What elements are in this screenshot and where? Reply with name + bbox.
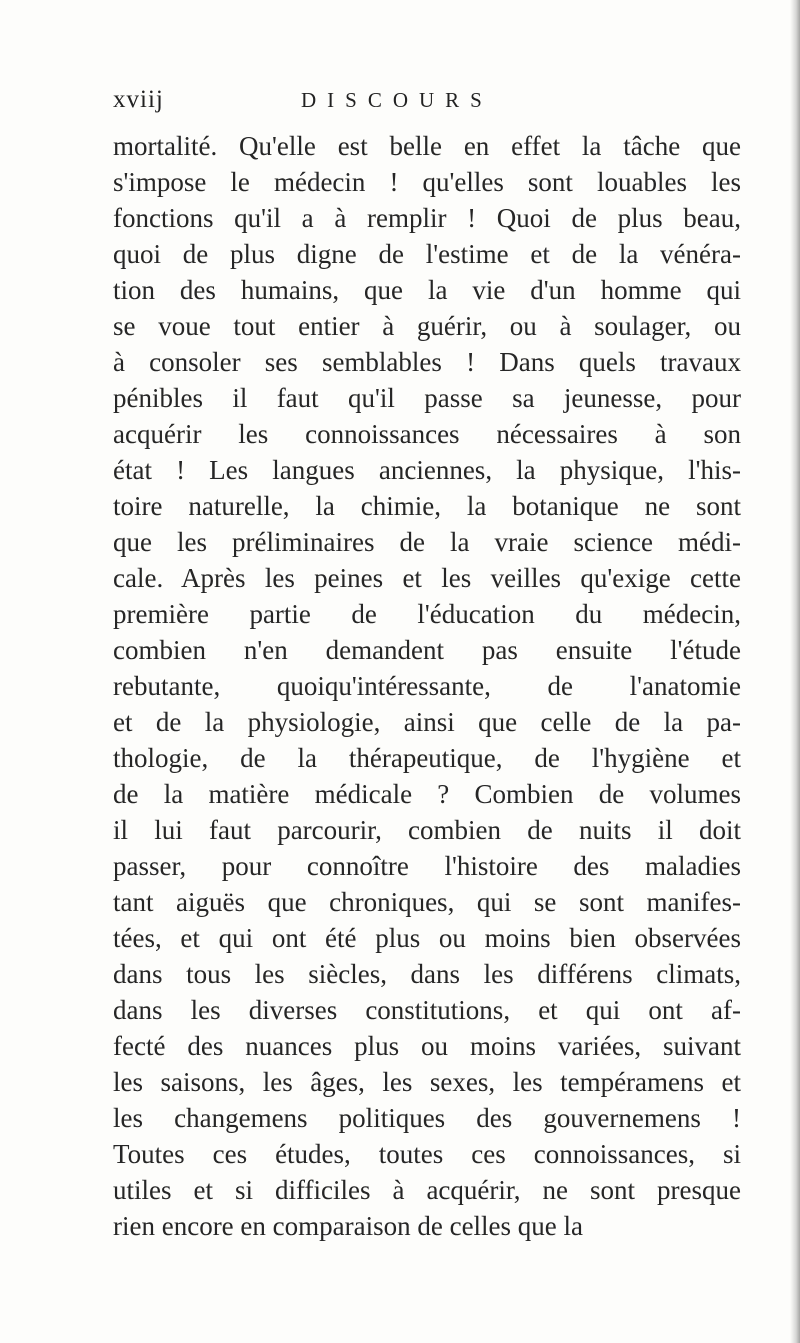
- text-line: les saisons, les âges, les sexes, les tempéramens et: [113, 1067, 741, 1097]
- text-line: rien encore en comparaison de celles que la: [113, 1211, 584, 1241]
- text-line: il lui faut parcourir, combien de nuits il doit: [113, 815, 741, 845]
- page-edge-shadow: [790, 0, 800, 1343]
- text-line: tées, et qui ont été plus ou moins bien observées: [113, 923, 741, 953]
- text-line: que les préliminaires de la vraie science médi-: [113, 527, 741, 557]
- text-line: toire naturelle, la chimie, la botanique ne sont: [113, 491, 741, 521]
- text-line: état ! Les langues anciennes, la physique, l'his-: [113, 455, 741, 485]
- text-line: dans tous les siècles, dans les différens climats,: [113, 959, 741, 989]
- text-line: à consoler ses semblables ! Dans quels travaux: [113, 347, 741, 377]
- text-line: tant aiguës que chroniques, qui se sont manifes-: [113, 887, 741, 917]
- text-line: dans les diverses constitutions, et qui ont af-: [113, 995, 741, 1025]
- text-line: fecté des nuances plus ou moins variées, suivant: [113, 1031, 741, 1061]
- text-line: combien n'en demandent pas ensuite l'étude: [113, 635, 741, 665]
- text-line: cale. Après les peines et les veilles qu'exige cette: [113, 563, 741, 593]
- text-line: quoi de plus digne de l'estime et de la vénéra-: [113, 239, 741, 269]
- text-line: tion des humains, que la vie d'un homme qui: [113, 275, 741, 305]
- text-line: pénibles il faut qu'il passe sa jeunesse, pour: [113, 383, 741, 413]
- text-line: Toutes ces études, toutes ces connoissances, si: [113, 1139, 741, 1169]
- page-number: xviij: [113, 86, 164, 113]
- text-line: les changemens politiques des gouvernemens !: [113, 1103, 741, 1133]
- text-line: fonctions qu'il a à remplir ! Quoi de plus beau,: [113, 203, 741, 233]
- text-line: première partie de l'éducation du médecin,: [113, 599, 741, 629]
- text-line: utiles et si difficiles à acquérir, ne sont presque: [113, 1175, 741, 1205]
- text-line: acquérir les connoissances nécessaires à son: [113, 419, 741, 449]
- text-line: passer, pour connoître l'histoire des maladies: [113, 851, 741, 881]
- page-header: [113, 86, 733, 122]
- text-line: mortalité. Qu'elle est belle en effet la tâche que: [113, 131, 741, 161]
- running-title: DISCOURS: [301, 88, 493, 112]
- text-line: de la matière médicale ? Combien de volumes: [113, 779, 741, 809]
- text-line: rebutante, quoiqu'intéressante, de l'anatomie: [113, 671, 741, 701]
- text-line: thologie, de la thérapeutique, de l'hygiène et: [113, 743, 741, 773]
- text-line: et de la physiologie, ainsi que celle de la pa-: [113, 707, 741, 737]
- text-line: se voue tout entier à guérir, ou à soulager, ou: [113, 311, 741, 341]
- body-text: [113, 128, 741, 1244]
- text-line: s'impose le médecin ! qu'elles sont louables les: [113, 167, 741, 197]
